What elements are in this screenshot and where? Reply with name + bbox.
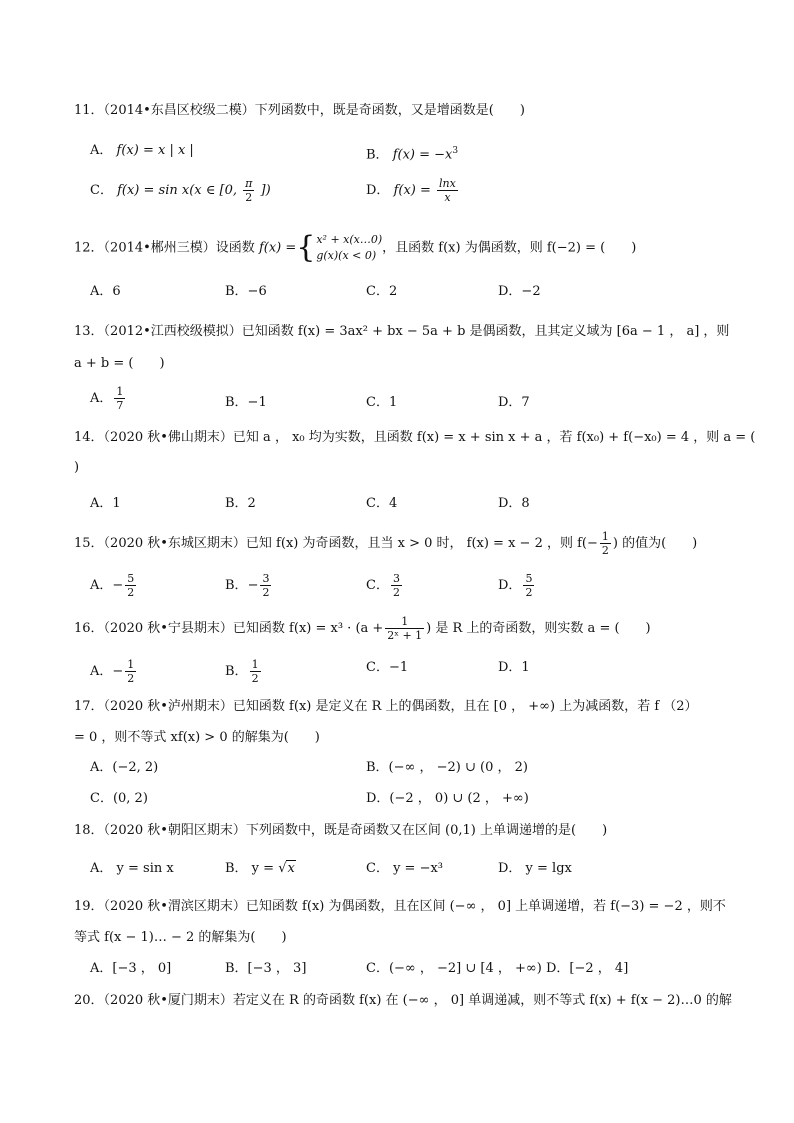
q12-option-b: B．−6 <box>225 284 267 299</box>
fraction: $\frac{\ln x}{x}$ <box>439 177 456 204</box>
q18-option-b: B． y = √x <box>225 861 295 876</box>
option-text: ]) <box>260 183 271 198</box>
q16-option-b: B． $\frac{1}{2}$ <box>225 658 259 685</box>
q12-option-c: C．2 <box>366 284 398 299</box>
option-label: B． <box>366 147 389 163</box>
fraction: $\frac{5}{2}$ <box>525 572 533 599</box>
option-label: C． <box>90 183 113 198</box>
q19-option-c: C．(−∞ ， −2] ∪ [4 ， +∞) <box>366 961 542 976</box>
q13-option-d: D．7 <box>498 395 530 410</box>
question-13-stem-line2: a + b = ( ) <box>74 356 165 371</box>
q17-option-c: C．(0, 2) <box>90 791 148 806</box>
question-16-stem: 16．（2020 秋•宁县期末）已知函数 f(x) = x³ · (a + $\frac{1}{\text{2ˣ + 1}}$ ) 是 R 上的奇函数，则实数 a = ( ) <box>74 615 651 642</box>
option-label: D． <box>366 183 390 198</box>
fraction: $\frac{\pi}{2}$ <box>245 177 253 204</box>
question-14-stem-line2: ) <box>74 460 80 475</box>
question-12-stem: 12．（2014•郴州三模）设函数 f(x) ={ x² + x(x…0) g(x)(x < 0) ，且函数 f(x) 为偶函数，则 f(−2) = ( ) <box>74 230 637 265</box>
q14-option-a: A．1 <box>90 496 121 511</box>
question-19-stem-line2: 等式 f(x − 1)… − 2 的解集为( ) <box>74 930 287 945</box>
q16-option-c: C．−1 <box>366 660 409 675</box>
brace: { <box>296 230 316 265</box>
q13-option-c: C．1 <box>366 395 398 410</box>
q11-option-b <box>366 141 458 165</box>
fraction: $\frac{5}{2}$ <box>127 572 135 599</box>
question-19-stem-line1: 19．（2020 秋•渭滨区期末）已知函数 f(x) 为偶函数，且在区间 (−∞ ， 0] 上单调递增，若 f(−3) = −2 ，则不 <box>74 899 726 914</box>
fraction: $\frac{1}{2}$ <box>601 530 609 557</box>
q11-option-d <box>366 177 460 204</box>
question-13-stem-line1: 13．（2012•江西校级模拟）已知函数 f(x) = 3ax² + bx − 5a + b 是偶函数，且其定义域为 [6a − 1 ， a] ，则 <box>74 324 730 339</box>
q12-option-d: D．−2 <box>498 284 541 299</box>
option-text: f(x) = sin x(x ∈ [0, <box>117 183 237 198</box>
q13-option-a: A． $\frac{1}{7}$ <box>90 385 124 412</box>
question-17-stem-line2: = 0 ，则不等式 xf(x) > 0 的解集为( ) <box>74 730 320 745</box>
q14-option-d: D．8 <box>498 496 530 511</box>
q11-option-c <box>90 177 271 204</box>
q16-option-d: D．1 <box>498 660 530 675</box>
fraction: $\frac{3}{2}$ <box>262 572 270 599</box>
q15-option-c: C． $\frac{3}{2}$ <box>366 572 400 599</box>
fraction: $\frac{1}{7}$ <box>116 385 124 412</box>
option-text: f(x) = −x <box>392 147 453 163</box>
fraction: $\frac{1}{\text{2ˣ + 1}}$ <box>387 615 423 642</box>
q11-option-a <box>90 141 194 161</box>
q16-option-a: A．− $\frac{1}{2}$ <box>90 658 135 685</box>
fraction: $\frac{1}{2}$ <box>251 658 259 685</box>
fraction: $\frac{3}{2}$ <box>392 572 400 599</box>
q17-option-b: B．(−∞ ， −2) ∪ (0 ， 2) <box>366 760 528 775</box>
q15-option-a: A．− $\frac{5}{2}$ <box>90 572 135 599</box>
question-15-stem: 15．（2020 秋•东城区期末）已知 f(x) 为奇函数，且当 x > 0 时， f(x) = x − 2 ，则 f(− $\frac{1}{2}$ ) 的值为( ) <box>74 530 698 557</box>
q18-option-c: C． y = −x³ <box>366 861 444 876</box>
q15-option-b: B．− $\frac{3}{2}$ <box>225 572 270 599</box>
q15-option-d: D． $\frac{5}{2}$ <box>498 572 533 599</box>
q19-option-b: B．[−3 ， 3] <box>225 961 307 976</box>
q14-option-b: B．2 <box>225 496 256 511</box>
piecewise-definition: x² + x(x…0) g(x)(x < 0) <box>316 233 383 262</box>
question-18-stem: 18．（2020 秋•朝阳区期末）下列函数中，既是奇函数又在区间 (0,1) 上单调递增的是( ) <box>74 823 608 838</box>
q14-option-c: C．4 <box>366 496 398 511</box>
fraction: $\frac{1}{2}$ <box>127 658 135 685</box>
question-14-stem-line1: 14．（2020 秋•佛山期末）已知 a ， x₀ 均为实数，且函数 f(x) = x + sin x + a ，若 f(x₀) + f(−x₀) = 4 ，则 a = ( <box>74 430 756 445</box>
q19-option-d: D．[−2 ， 4] <box>546 961 629 976</box>
q17-option-a: A．(−2, 2) <box>90 760 159 775</box>
q18-option-d: D． y = lgx <box>498 861 572 876</box>
q12-option-a: A．6 <box>90 284 121 299</box>
option-text: f(x) = x | x | <box>116 143 194 158</box>
q18-option-a: A． y = sin x <box>90 861 174 876</box>
q19-option-a: A．[−3 ， 0] <box>90 961 172 976</box>
sqrt-sign: √ <box>278 861 287 876</box>
question-20-stem-line1: 20．（2020 秋•厦门期末）若定义在 R 的奇函数 f(x) 在 (−∞ ， 0] 单调递减，则不等式 f(x) + f(x − 2)…0 的解 <box>74 993 732 1008</box>
option-text: f(x) = <box>393 183 431 198</box>
option-label: A． <box>90 143 113 158</box>
q17-option-d: D．(−2 ， 0) ∪ (2 ， +∞) <box>366 791 529 806</box>
exponent: 3 <box>452 146 459 156</box>
question-17-stem-line1: 17．（2020 秋•泸州期末）已知函数 f(x) 是定义在 R 上的偶函数，且在 [0 ， +∞) 上为减函数，若 f （2） <box>74 699 698 714</box>
question-11-stem: 11．（2014•东昌区校级二模）下列函数中，既是奇函数，又是增函数是( ) <box>74 103 525 118</box>
q13-option-b: B．−1 <box>225 395 267 410</box>
